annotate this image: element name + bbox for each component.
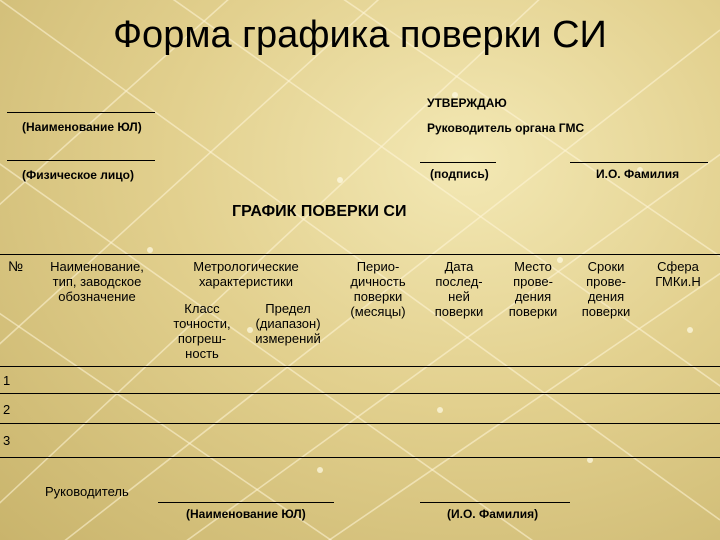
col-verification-place: Место прове- дения поверки bbox=[508, 259, 558, 319]
table-top-border bbox=[0, 254, 720, 255]
name-line bbox=[570, 162, 708, 163]
schedule-heading: ГРАФИК ПОВЕРКИ СИ bbox=[232, 203, 407, 220]
row-1-border bbox=[0, 393, 720, 394]
col-sphere: Сфера ГМКи.Н bbox=[655, 259, 701, 289]
col-number: № bbox=[8, 258, 24, 274]
row-3-border bbox=[0, 457, 720, 458]
col-verification-terms: Сроки прове- дения поверки bbox=[581, 259, 631, 319]
row-number: 1 bbox=[3, 373, 11, 388]
legal-entity-label: (Наименование ЮЛ) bbox=[22, 120, 142, 134]
head-of-gms-label: Руководитель органа ГМС bbox=[427, 121, 585, 135]
table-header-border bbox=[0, 366, 720, 367]
col-last-verification: Дата послед- ней поверки bbox=[434, 259, 484, 319]
page-title: Форма графика поверки СИ bbox=[113, 14, 607, 56]
legal-entity-line bbox=[7, 112, 155, 113]
footer-entity-label: (Наименование ЮЛ) bbox=[186, 507, 306, 521]
col-metrological: Метрологические характеристики bbox=[193, 259, 299, 289]
footer-entity-line bbox=[158, 502, 334, 503]
col-name: Наименование, тип, заводское обозначение bbox=[50, 259, 144, 304]
name-label: И.О. Фамилия bbox=[596, 167, 680, 181]
col-measurement-range: Предел (диапазон) измерений bbox=[255, 301, 321, 346]
signature-label: (подпись) bbox=[430, 167, 489, 181]
footer-head-label: Руководитель bbox=[45, 484, 129, 499]
col-accuracy-class: Класс точности, погреш- ность bbox=[173, 301, 231, 361]
row-number: 2 bbox=[3, 402, 11, 417]
footer-name-line bbox=[420, 502, 570, 503]
approve-label: УТВЕРЖДАЮ bbox=[427, 96, 507, 110]
individual-line bbox=[7, 160, 155, 161]
row-number: 3 bbox=[3, 433, 11, 448]
footer-name-label: (И.О. Фамилия) bbox=[447, 507, 539, 521]
individual-label: (Физическое лицо) bbox=[22, 168, 135, 182]
col-periodicity: Перио- дичность поверки (месяцы) bbox=[350, 259, 406, 319]
row-2-border bbox=[0, 423, 720, 424]
signature-line bbox=[420, 162, 496, 163]
